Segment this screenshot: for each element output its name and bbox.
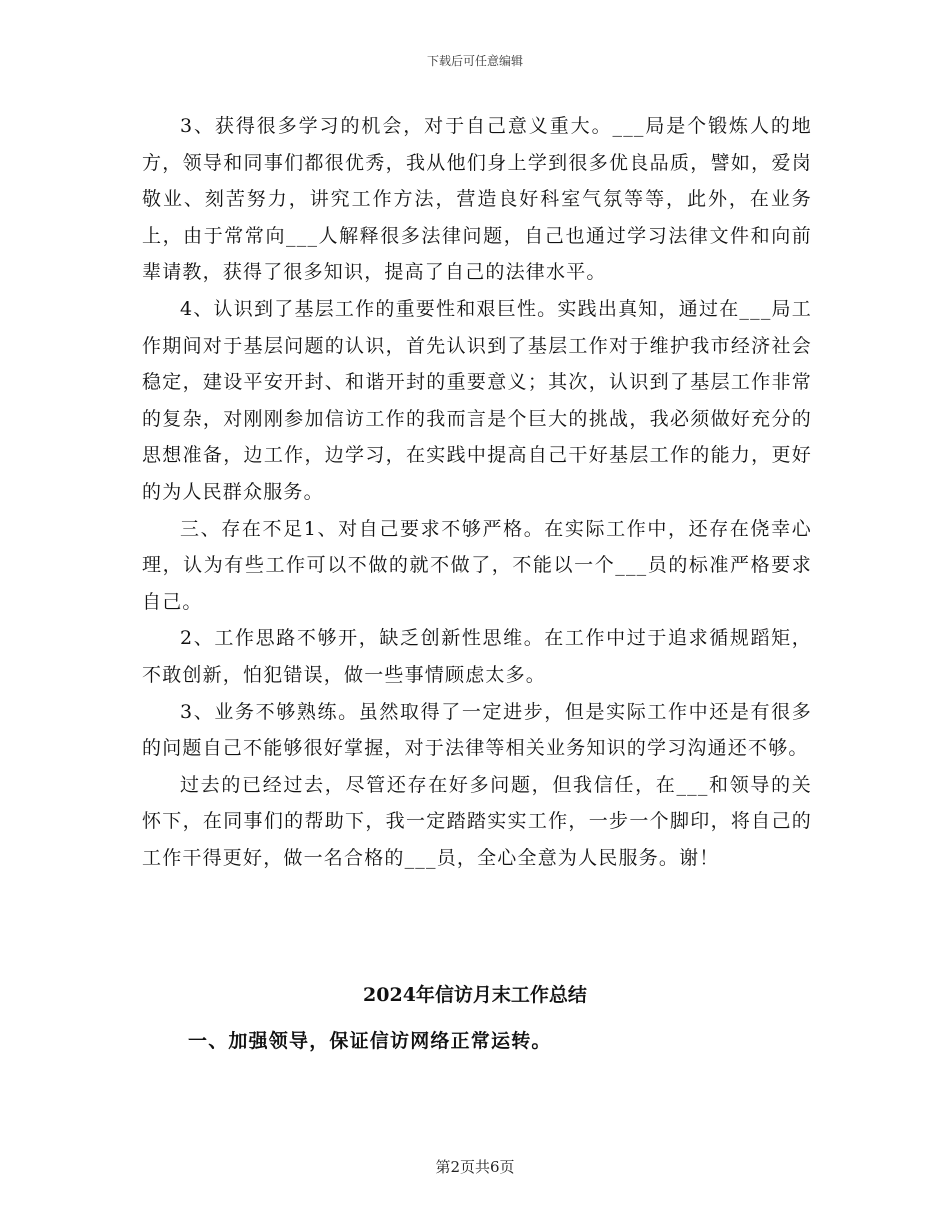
paragraph-6: 过去的已经过去，尽管还存在好多问题，但我信任，在___和领导的关怀下，在同事们的帮助下，我一定踏踏实实工作，一步一个脚印，将自己的工作干得更好，做一名合格的___员，全心全意为人民服务。谢！ bbox=[142, 773, 812, 869]
document-title: 2024年信访月末工作总结 bbox=[363, 984, 587, 1006]
paragraph-5: 3、业务不够熟练。虽然取得了一定进步，但是实际工作中还是有很多的问题自己不能够很好掌握，对于法律等相关业务知识的学习沟通还不够。 bbox=[142, 700, 812, 760]
page-header-note: 下载后可任意编辑 bbox=[426, 54, 523, 68]
page-footer: 第2页共6页 bbox=[435, 1158, 515, 1176]
paragraph-4: 2、工作思路不够开，缺乏创新性思维。在工作中过于追求循规蹈矩，不敢创新，怕犯错误，做一些事情顾虑太多。 bbox=[142, 627, 812, 686]
paragraph-1: 3、获得很多学习的机会，对于自己意义重大。___局是个锻炼人的地方，领导和同事们都很优秀，我从他们身上学到很多优良品质，譬如，爱岗敬业、刻苦努力，讲究工作方法，营造良好科室气氛等等，此外，在业务上，由于常常向___人解释很多法律问题，自己也通过学习法律文件和向前辈请教，获得了很多知识，提高了自己的法律水平。 bbox=[142, 115, 812, 284]
body-text bbox=[142, 108, 812, 876]
paragraph-3: 三、存在不足1、对自己要求不够严格。在实际工作中，还存在侥幸心理，认为有些工作可以不做的就不做了，不能以一个___员的标准严格要求自己。 bbox=[142, 517, 812, 613]
paragraph-2: 4、认识到了基层工作的重要性和艰巨性。实践出真知，通过在___局工作期间对于基层问题的认识，首先认识到了基层工作对于维护我市经济社会稳定，建设平安开封、和谐开封的重要意义；其次，认识到了基层工作非常的复杂，对刚刚参加信访工作的我而言是个巨大的挑战，我必须做好充分的思想准备，边工作，边学习，在实践中提高自己干好基层工作的能力，更好的为人民群众服务。 bbox=[142, 297, 812, 503]
section-heading: 一、加强领导，保证信访网络正常运转。 bbox=[188, 1030, 552, 1052]
